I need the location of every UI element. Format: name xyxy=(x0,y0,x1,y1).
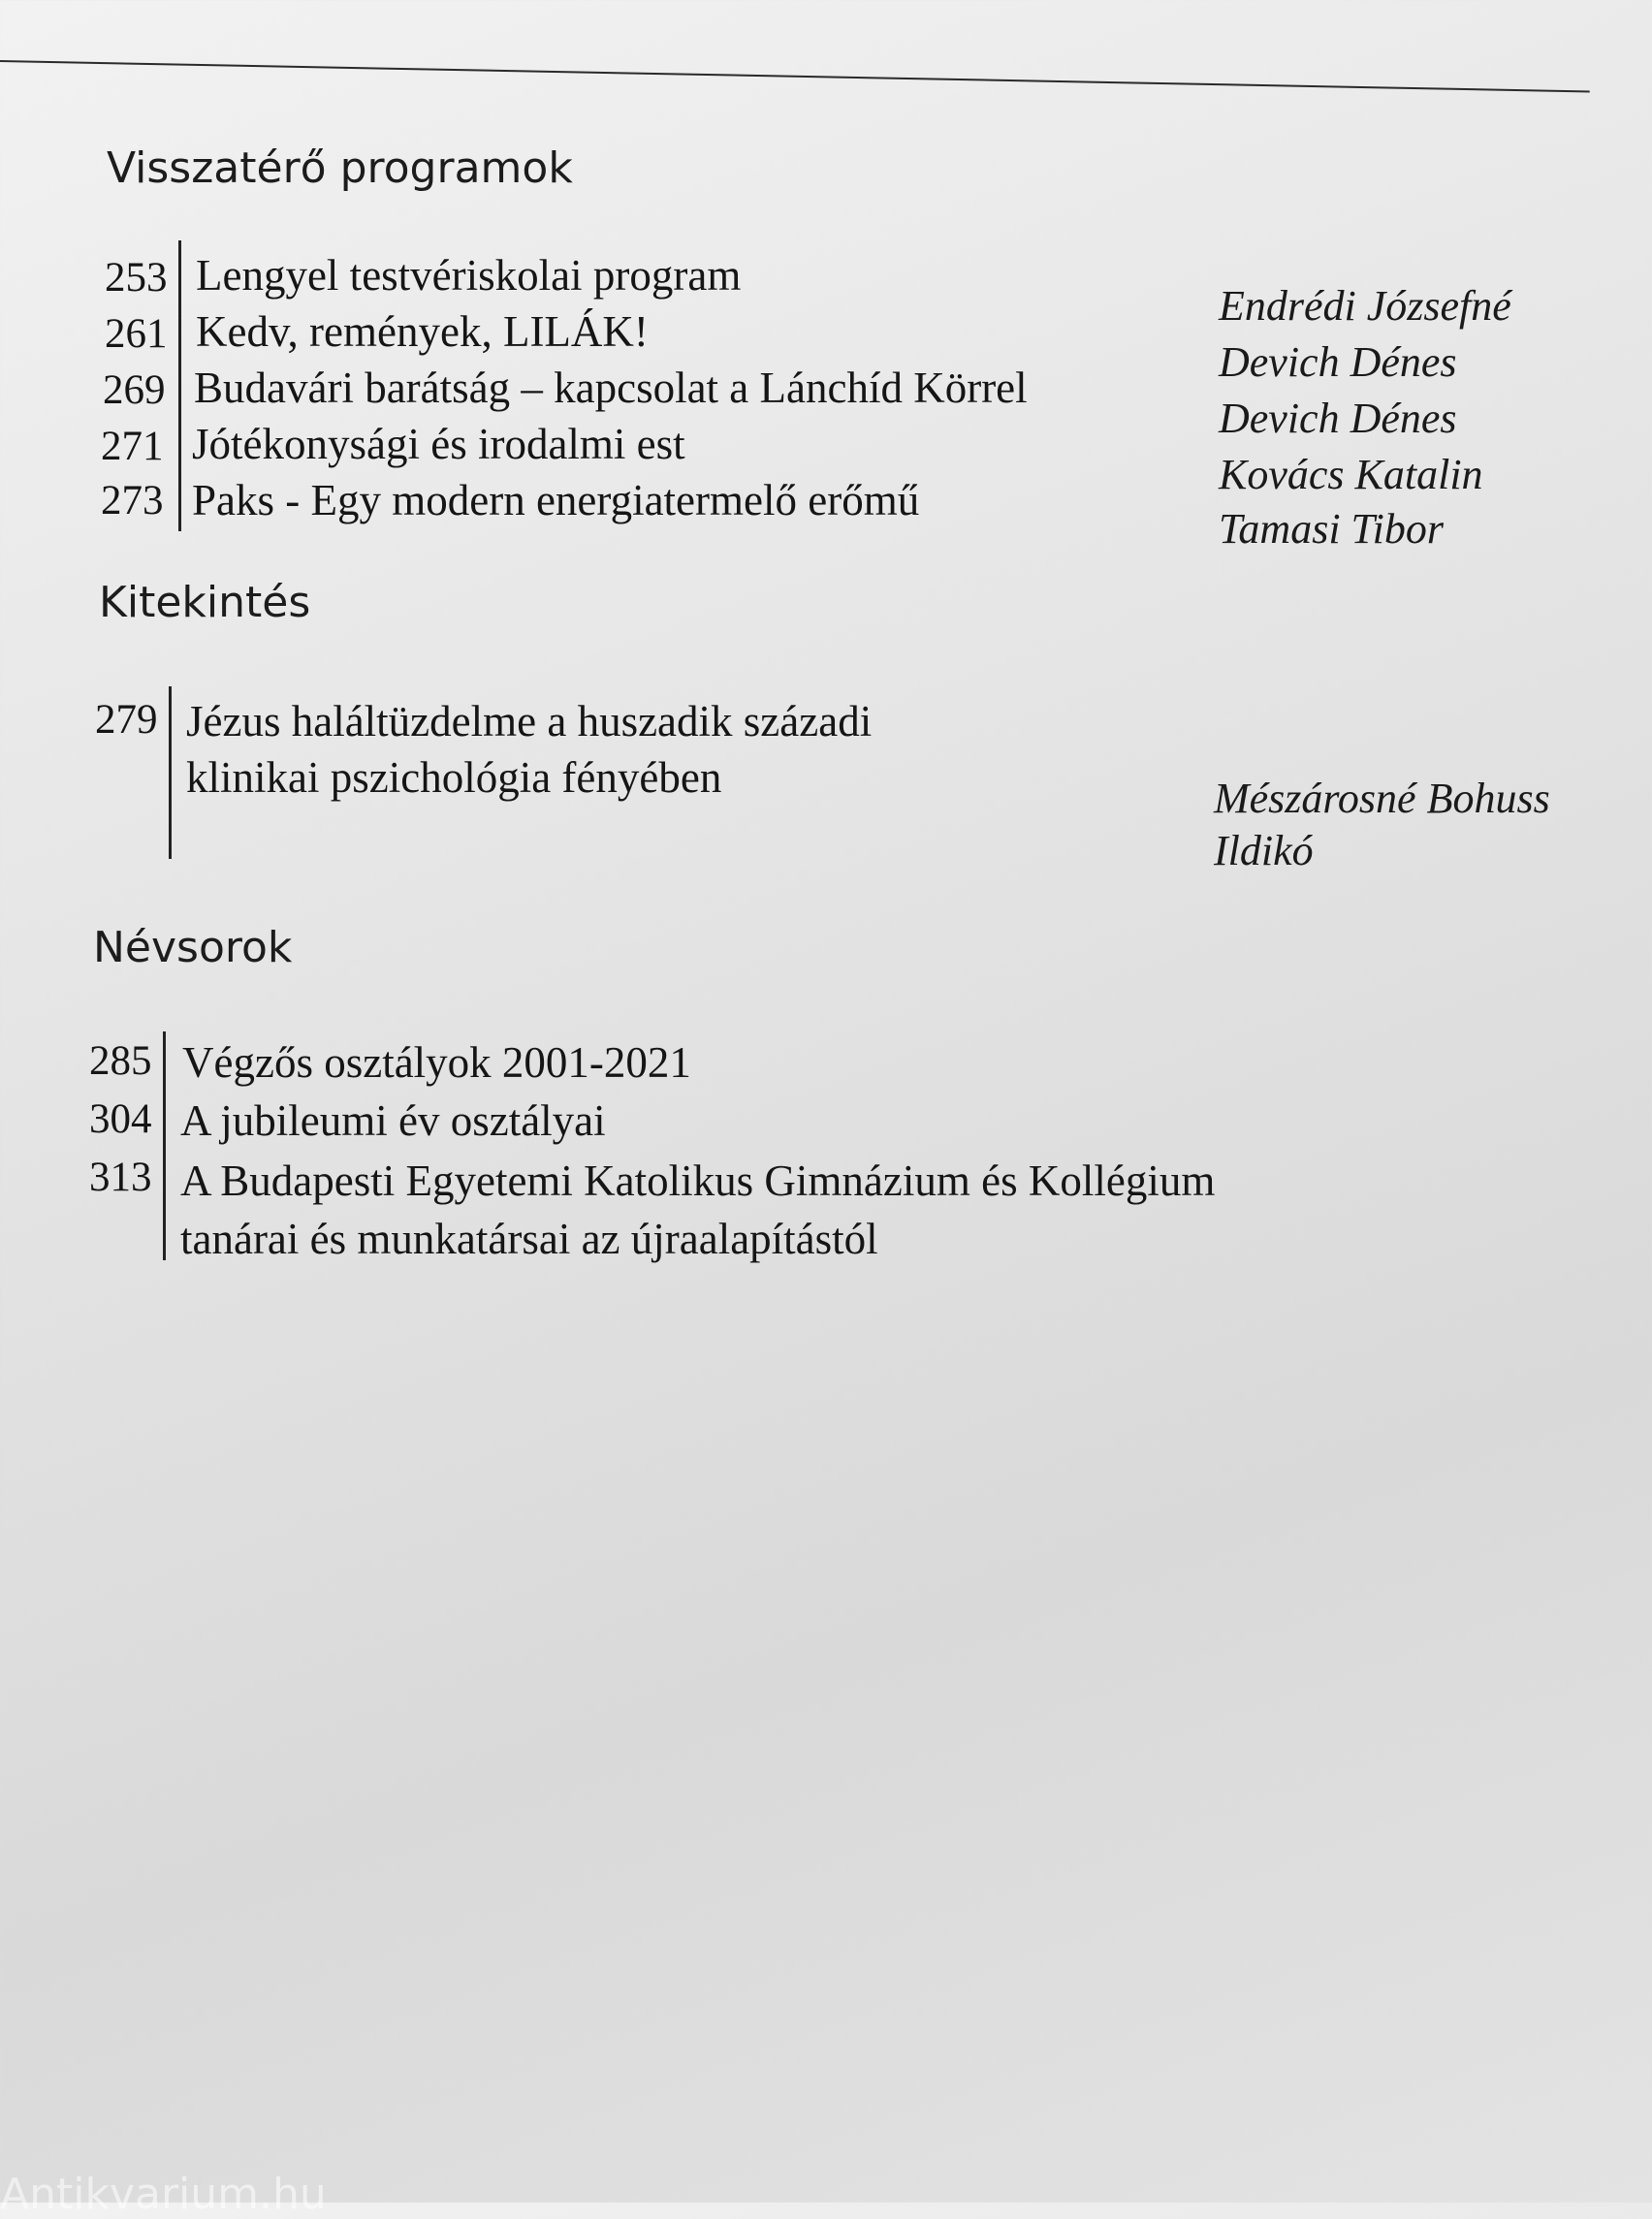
entry-title-line: klinikai pszichológia fényében xyxy=(186,753,722,802)
entry-title: Végzős osztályok 2001-2021 xyxy=(182,1038,691,1087)
entry-title: A jubileumi év osztályai xyxy=(180,1096,606,1145)
entry-page-number: 279 xyxy=(95,697,158,743)
top-rule xyxy=(0,60,1590,92)
entry-author: Devich Dénes xyxy=(1219,338,1457,386)
divider-line xyxy=(169,686,172,859)
section-heading-visszatero: Visszatérő programok xyxy=(107,143,573,193)
entry-page-number: 304 xyxy=(89,1096,152,1142)
entry-page-number: 273 xyxy=(101,478,164,523)
entry-author: Tamasi Tibor xyxy=(1219,505,1444,553)
entry-title-line: Jézus haláltüzdelme a huszadik századi xyxy=(186,697,873,745)
entry-author: Kovács Katalin xyxy=(1219,451,1483,498)
entry-title-line: tanárai és munkatársai az újraalapítástól xyxy=(180,1215,878,1263)
divider-line xyxy=(178,240,181,531)
entry-title: Kedv, remények, LILÁK! xyxy=(196,307,649,356)
entry-author: Devich Dénes xyxy=(1219,395,1457,442)
entry-title: Paks - Egy modern energiatermelő erőmű xyxy=(192,476,920,524)
section-heading-kitekintes: Kitekintés xyxy=(99,578,311,627)
entry-title: Budavári barátság – kapcsolat a Lánchíd Körrel xyxy=(194,364,1028,412)
watermark: Antikvarium.hu xyxy=(0,2170,327,2219)
entry-title: Jótékonysági és irodalmi est xyxy=(192,420,685,468)
divider-line xyxy=(163,1031,166,1260)
entry-page-number: 313 xyxy=(89,1155,152,1200)
entry-page-number: 271 xyxy=(101,424,164,469)
entry-page-number: 253 xyxy=(105,255,168,301)
entry-title-line: A Budapesti Egyetemi Katolikus Gimnázium és Kollégium xyxy=(180,1157,1216,1205)
entry-author: Endrédi Józsefné xyxy=(1219,282,1511,330)
entry-author-line: Ildikó xyxy=(1214,827,1314,874)
entry-page-number: 269 xyxy=(103,367,166,413)
entry-title: Lengyel testvériskolai program xyxy=(196,251,742,300)
entry-page-number: 285 xyxy=(89,1038,152,1084)
entry-page-number: 261 xyxy=(105,311,168,357)
section-heading-nevsorok: Névsorok xyxy=(93,923,293,972)
entry-author-line: Mészárosné Bohuss xyxy=(1214,775,1550,822)
